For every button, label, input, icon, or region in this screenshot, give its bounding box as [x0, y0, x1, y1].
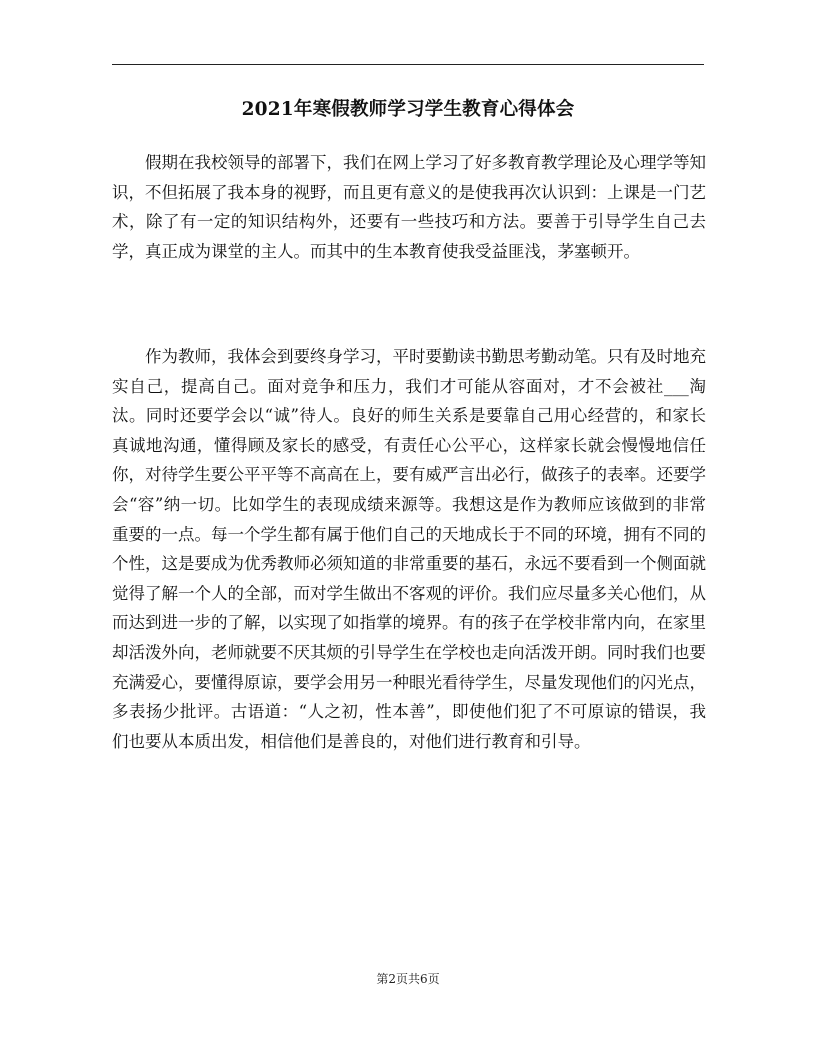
paragraph-text: 作为教师，我体会到要终身学习，平时要勤读书勤思考勤动笔。只有及时地充实自己，提高自己。面对竞争和压力，我们才可能从容面对，才不会被社___淘汰。同时还要学会以“诚”待人。良好的师生关系是要靠自己用心经营的，和家长真诚地沟通，懂得顾及家长的感受，有责任心公平心，这样家长就会慢慢地信任你，对待学生要公平平等不高高在上，要有威严言出必行，做孩子的表率。还要学会“容”纳一切。比如学生的表现成绩来源等。我想这是作为教师应该做到的非常重要的一点。每一个学生都有属于他们自己的天地成长于不同的环境，拥有不同的个性，这是要成为优秀教师必须知道的非常重要的基石，永远不要看到一个侧面就觉得了解一个人的全部，而对学生做出不客观的评价。我们应尽量多关心他们，从而达到进一步的了解，以实现了如指掌的境界。有的孩子在学校非常内向，在家里却活泼外向，老师就要不厌其烦的引导学生在学校也走向活泼开朗。同时我们也要充满爱心，要懂得原谅，要学会用另一种眼光看待学生，尽量发现他们的闪光点，多表扬少批评。古语道：“人之初，性本善”，即使他们犯了不可原谅的错误，我们也要从本质出发，相信他们是善良的，对他们进行教育和引导。 — [112, 347, 706, 751]
page-number-footer: 第2页共6页 — [376, 972, 440, 986]
document-title: 2021年寒假教师学习学生教育心得体会 — [241, 99, 575, 120]
header-rule — [112, 64, 704, 65]
body-paragraph-2 — [112, 342, 706, 756]
body-paragraph-1 — [112, 148, 706, 266]
paragraph-text: 假期在我校领导的部署下，我们在网上学习了好多教育教学理论及心理学等知识，不但拓展了我本身的视野，而且更有意义的是使我再次认识到：上课是一门艺术，除了有一定的知识结构外，还要有一些技巧和方法。要善于引导学生自己去学，真正成为课堂的主人。而其中的生本教育使我受益匪浅，茅塞顿开。 — [112, 153, 706, 261]
